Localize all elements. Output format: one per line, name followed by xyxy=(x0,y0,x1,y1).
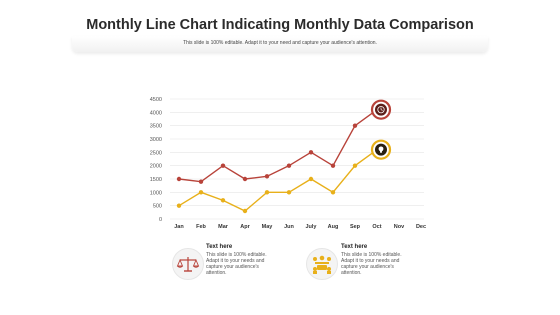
page-title: Monthly Line Chart Indicating Monthly Data Comparison xyxy=(86,17,474,33)
y-tick-label: 500 xyxy=(152,203,162,210)
card-2-heading: Text here xyxy=(341,244,368,250)
series-2-point xyxy=(309,177,313,181)
x-tick-label: July xyxy=(305,224,317,230)
y-tick-label: 4000 xyxy=(149,110,162,117)
x-tick-label: Aug xyxy=(327,224,339,230)
x-tick-label: Oct xyxy=(372,224,382,230)
series-2-point xyxy=(353,163,357,167)
series-2-point xyxy=(265,190,269,194)
series-1-point xyxy=(309,150,313,154)
series-1-point xyxy=(331,163,335,167)
x-tick-label: Feb xyxy=(196,224,206,230)
series-1-point xyxy=(287,163,291,167)
bulb-glass xyxy=(379,146,384,151)
card-1-icon-circle xyxy=(172,248,204,280)
series-1-point xyxy=(221,163,225,167)
series-2-point xyxy=(221,198,225,202)
y-tick-label: 0 xyxy=(158,217,162,223)
card-1-heading: Text here xyxy=(206,244,233,250)
series-1-point xyxy=(199,179,203,183)
series-2-point xyxy=(177,203,181,207)
y-tick-label: 3000 xyxy=(149,137,162,143)
series-1-point xyxy=(265,174,269,178)
series-2-point xyxy=(199,190,203,194)
card-2-body: This slide is 100% editable. Adapt it to your needs and capture your audience's attention. xyxy=(341,252,402,276)
y-tick-label: 4500 xyxy=(149,97,162,103)
series-1-point xyxy=(177,177,181,181)
y-tick-label: 1500 xyxy=(149,177,162,183)
series-1-point xyxy=(353,123,357,127)
bulb-base xyxy=(380,151,382,153)
x-tick-label: Dec xyxy=(415,224,427,230)
series-1-line xyxy=(179,110,377,182)
team-icon xyxy=(307,249,337,279)
card-2-icon-circle xyxy=(306,248,338,280)
series-2-point xyxy=(243,209,247,213)
y-tick-label: 1000 xyxy=(149,190,162,197)
series-2-point xyxy=(287,190,291,194)
x-tick-label: Jan xyxy=(174,224,184,230)
x-tick-label: Sep xyxy=(349,224,361,230)
x-tick-label: Jun xyxy=(284,224,294,230)
x-tick-label: Mar xyxy=(218,224,228,230)
page-subtitle: This slide is 100% editable. Adapt it to your need and capture your audience's attention. xyxy=(183,40,377,46)
x-tick-label: May xyxy=(261,224,273,230)
series-2-line xyxy=(179,150,377,211)
series-2-point xyxy=(331,190,335,194)
scales-icon xyxy=(173,249,203,279)
y-tick-label: 3500 xyxy=(149,123,162,130)
y-tick-label: 2500 xyxy=(149,150,162,157)
y-tick-label: 2000 xyxy=(149,163,162,170)
x-tick-label: Nov xyxy=(393,224,405,230)
card-1-body: This slide is 100% editable. Adapt it to your needs and capture your audience's attention. xyxy=(206,252,267,276)
series-1-point xyxy=(243,177,247,181)
x-tick-label: Apr xyxy=(240,224,250,230)
